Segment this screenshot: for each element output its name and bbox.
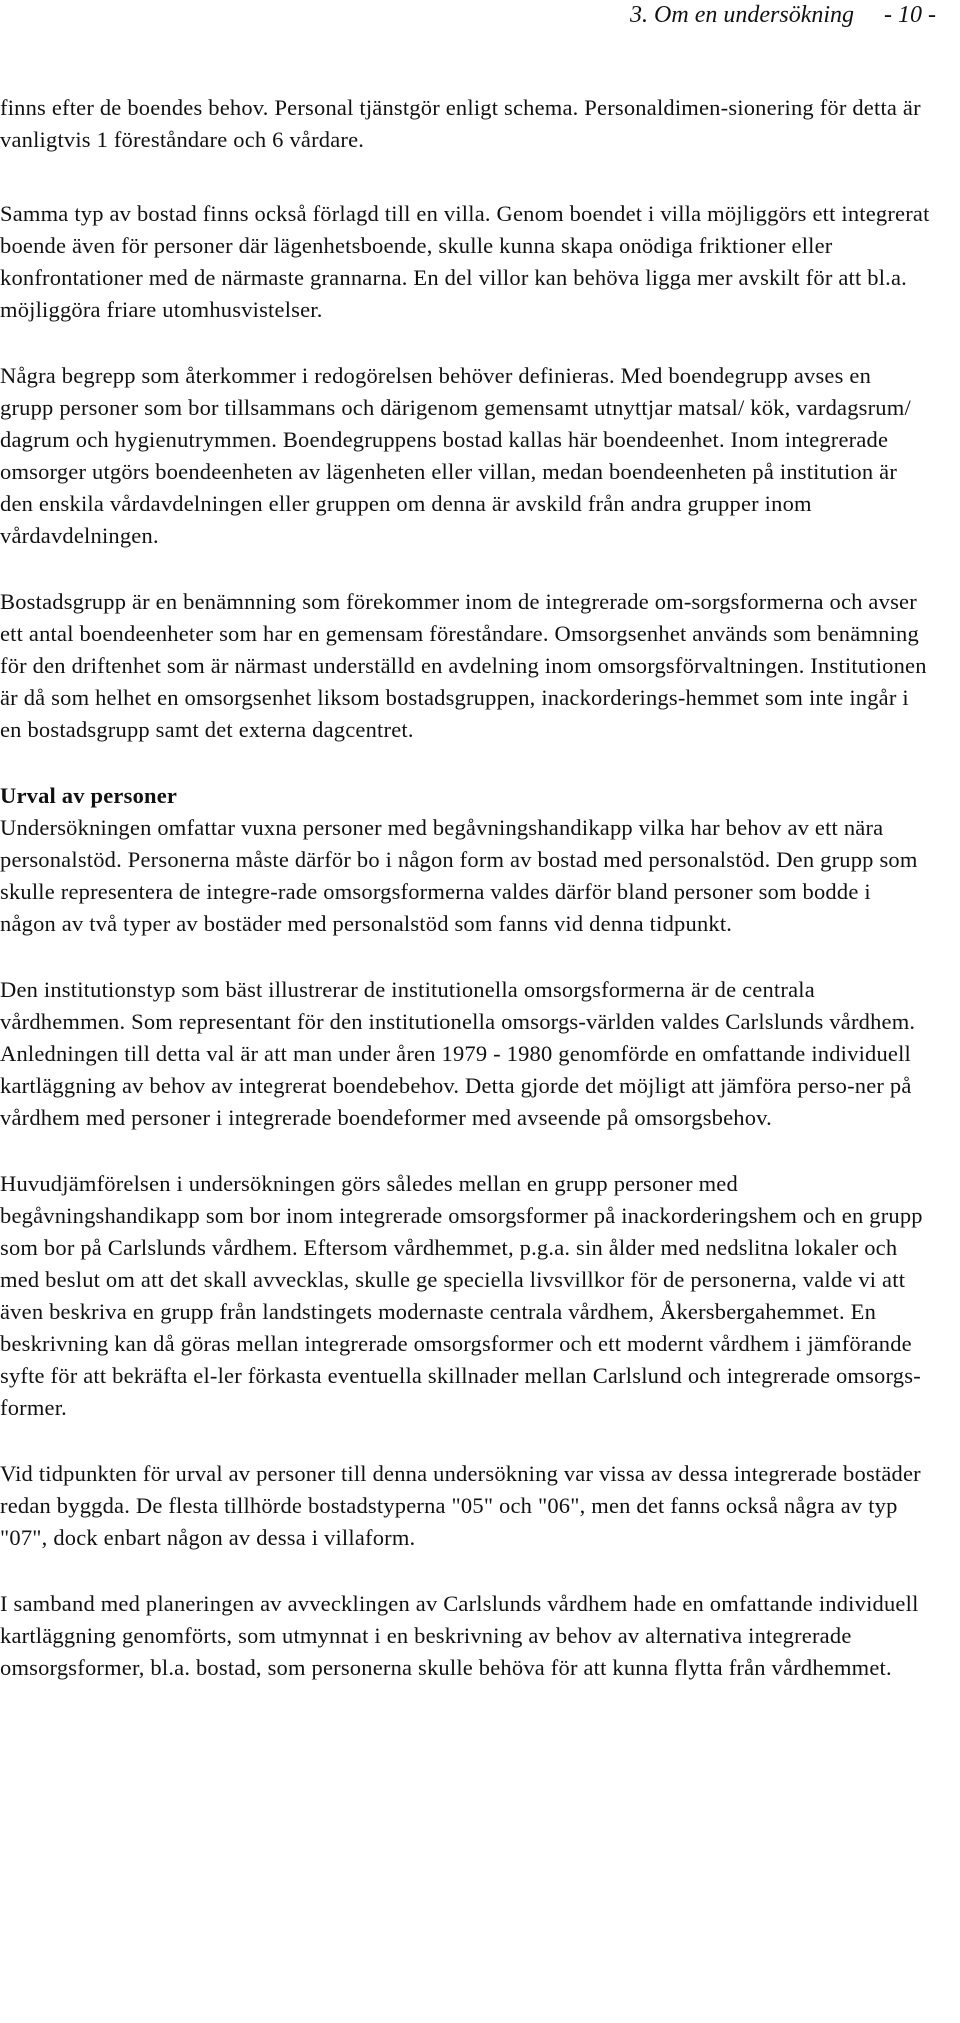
paragraph-text: Undersökningen omfattar vuxna personer med begåvningshandikapp vilka har behov av ett nära personalstöd. Personerna måste därför bo i någon form av bostad med personalstöd. Den grupp som skulle representera de integre-rade omsorgsformerna valdes därför bland personer som bodde i någon av två typer av bostäder med personalstöd som fanns vid denna tidpunkt.: [0, 815, 918, 936]
paragraph: I samband med planeringen av avvecklingen av Carlslunds vårdhem hade en omfattande individuell kartläggning genomförts, som utmynnat i en beskrivning av behov av alternativa integrerade omsorgsformer, bl.a. bostad, som personerna skulle behöva för att kunna flytta från vårdhemmet.: [0, 1591, 919, 1680]
paragraph: Samma typ av bostad finns också förlagd till en villa. Genom boendet i villa möjliggörs ett integrerat boende även för personer där lägenhetsboende, skulle kunna skapa onödiga friktioner eller konfrontationer med de närmaste grannarna. En del villor kan behöva ligga mer avskilt för att bl.a. möjliggöra friare utomhusvistelser.: [0, 201, 930, 322]
paragraph: Huvudjämförelsen i undersökningen görs således mellan en grupp personer med begåvningshandikapp som bor inom integrerade omsorgsformer på inackorderingshem och en grupp som bor på Carlslunds vårdhem. Eftersom vårdhemmet, p.g.a. sin ålder med nedslitna lokaler och med beslut om att det skall avvecklas, skulle ge speciella livsvillkor för de personerna, valde vi att även beskriva en grupp från landstingets modernaste centrala vårdhem, Åkersbergahemmet. En beskrivning kan då göras mellan integrerade omsorgsformer och ett modernt vårdhem i jämförande syfte för att bekräfta el-ler förkasta eventuella skillnader mellan Carlslund och integrerade omsorgs-former.: [0, 1171, 923, 1420]
paragraph: Den institutionstyp som bäst illustrerar de institutionella omsorgsformerna är de centrala vårdhemmen. Som representant för den institutionella omsorgs-världen valdes Carlslunds vårdhem. Anledningen till detta val är att man under åren 1979 - 1980 genomförde en omfattande individuell kartläggning av behov av integrerat boendebehov. Detta gjorde det möjligt att jämföra perso-ner på vårdhem med personer i integrerade boendeformer med avseende på omsorgsbehov.: [0, 977, 916, 1130]
paragraph: finns efter de boendes behov. Personal tjänstgör enligt schema. Personaldimen-sionering för detta är vanligtvis 1 föreståndare och 6 vårdare.: [0, 95, 921, 152]
running-header: [630, 0, 936, 30]
body-text: [0, 92, 930, 1718]
page-number: - 10 -: [884, 2, 936, 28]
paragraph: Några begrepp som återkommer i redogörelsen behöver definieras. Med boendegrupp avses en grupp personer som bor tillsammans och därigenom gemensamt utnyttjar matsal/ kök, vardagsrum/ dagrum och hygienutrymmen. Boendegruppens bostad kallas här boendeenhet. Inom integrerade omsorger utgörs boendeenheten av lägenheten eller villan, medan boendeenheten på institution är den enskila vårdavdelningen eller gruppen om denna är avskild från andra grupper inom vårdavdelningen.: [0, 363, 911, 548]
paragraph: Vid tidpunkten för urval av personer till denna undersökning var vissa av dessa integrerade bostäder redan byggda. De flesta tillhörde bostadstyperna "05" och "06", men det fanns också några av typ "07", dock enbart någon av dessa i villaform.: [0, 1461, 921, 1550]
paragraph: Bostadsgrupp är en benämnning som förekommer inom de integrerade om-sorgsformerna och avser ett antal boendeenheter som har en gemensam föreståndare. Omsorgsenhet används som benämning för den driftenhet som är närmast underställd en avdelning inom omsorgsförvaltningen. Institutionen är då som helhet en omsorgsenhet liksom bostadsgruppen, inackorderings-hemmet som inte ingår i en bostadsgrupp samt det externa dagcentret.: [0, 589, 927, 742]
section-paragraph-with-heading: [0, 780, 930, 940]
chapter-title: 3. Om en undersökning: [630, 2, 855, 28]
section-heading: Urval av personer: [0, 783, 178, 808]
